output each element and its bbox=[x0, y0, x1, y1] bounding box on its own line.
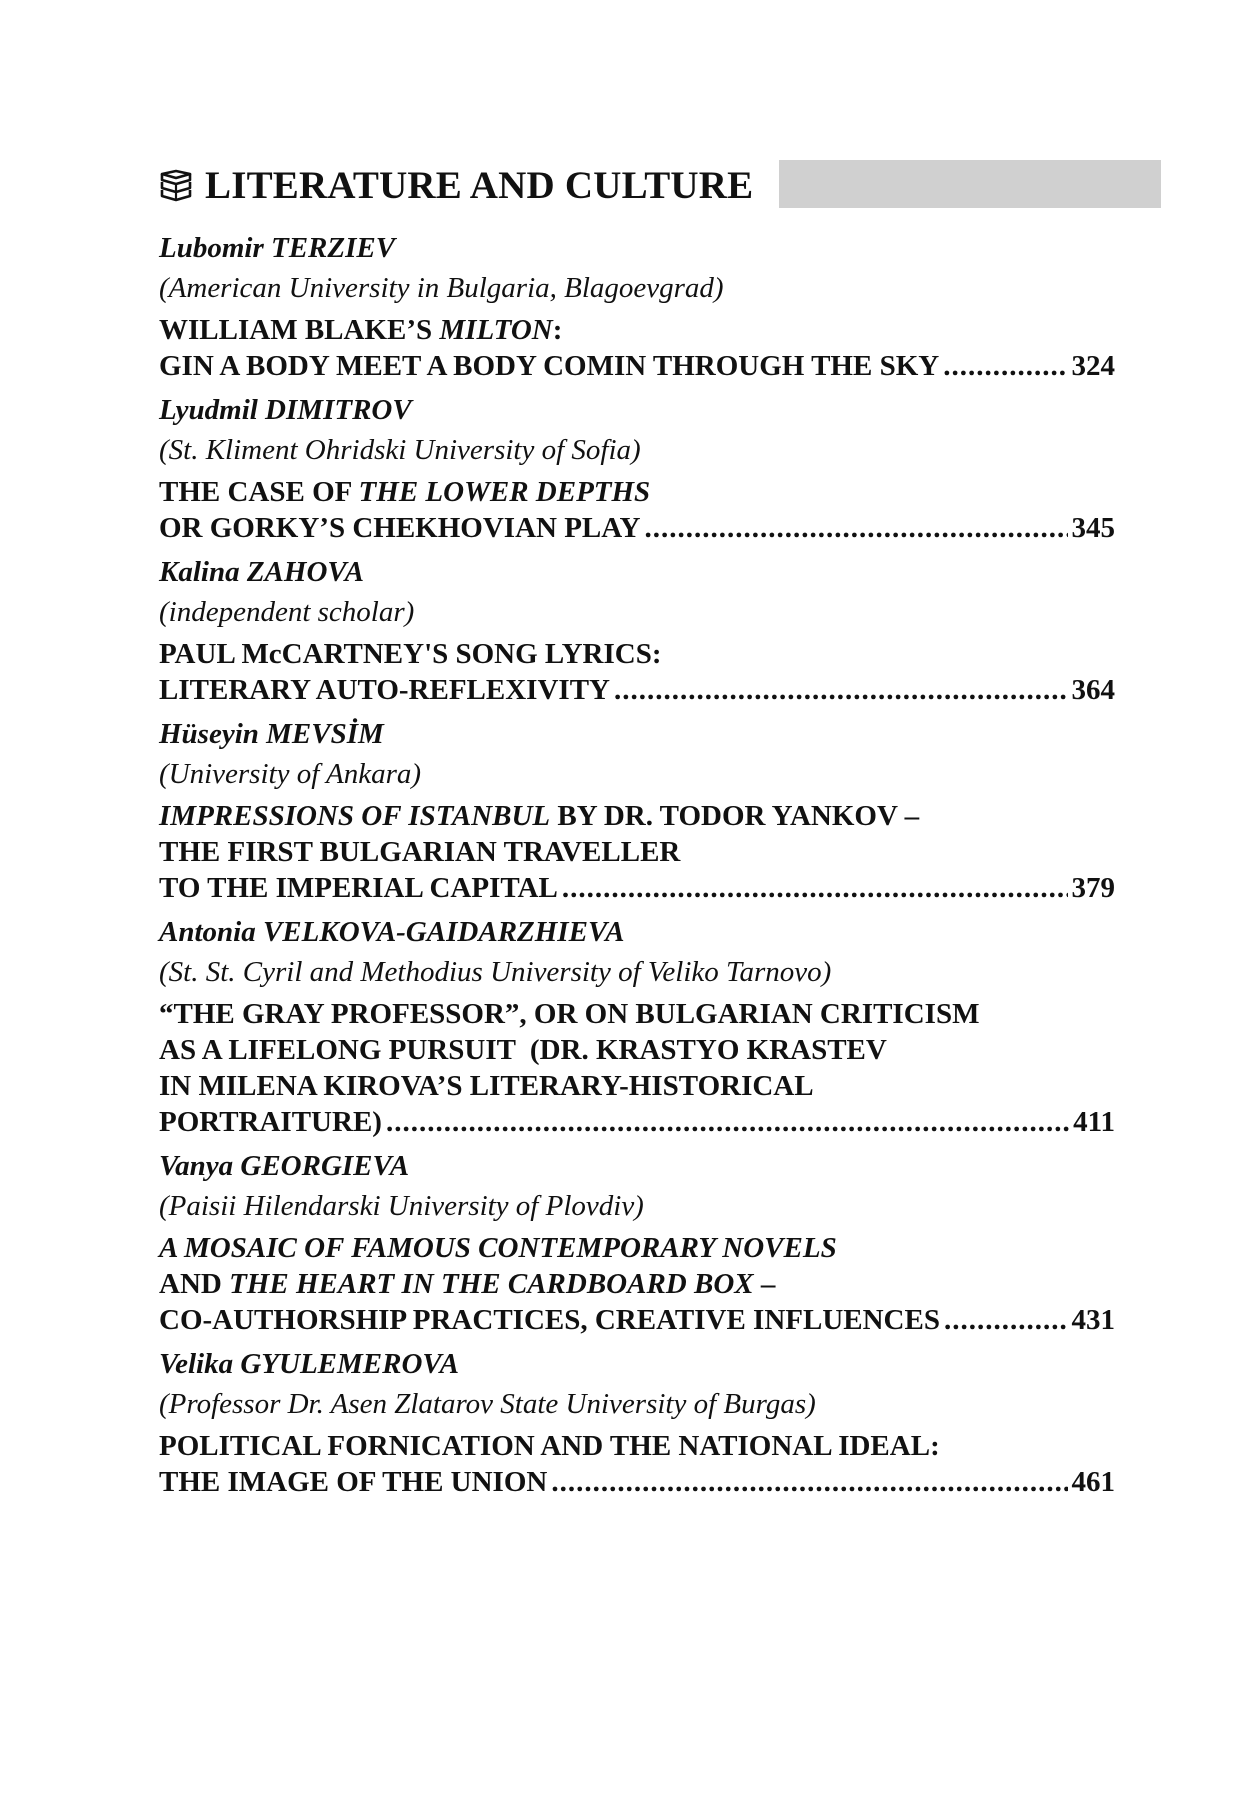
title-text: – bbox=[753, 1268, 776, 1300]
article-title-last-line bbox=[159, 510, 1115, 546]
page-number: 411 bbox=[1073, 1106, 1115, 1138]
author-name: Hüseyin MEVSİM bbox=[159, 718, 384, 750]
section-title: LITERATURE AND CULTURE bbox=[205, 163, 754, 207]
dot-leader bbox=[944, 1302, 1068, 1338]
title-text: AND bbox=[159, 1268, 230, 1300]
title-text: : bbox=[552, 314, 563, 346]
article-title-line: A MOSAIC OF FAMOUS CONTEMPORARY NOVELS bbox=[159, 1232, 837, 1264]
article-title-last-line bbox=[159, 672, 1115, 708]
article-title-last-line bbox=[159, 1104, 1115, 1140]
toc-entry bbox=[159, 1344, 1115, 1500]
article-title-line: AS A LIFELONG PURSUIT (DR. KRASTYO KRASTEV bbox=[159, 1034, 887, 1066]
section-header bbox=[159, 160, 1115, 210]
page-number: 379 bbox=[1071, 872, 1115, 904]
toc-page bbox=[159, 160, 1115, 1500]
author-affiliation: (independent scholar) bbox=[159, 596, 415, 628]
toc-entry bbox=[159, 552, 1115, 708]
article-title-line bbox=[159, 312, 1115, 348]
article-title-line bbox=[159, 1266, 1115, 1302]
dot-leader bbox=[551, 1464, 1067, 1500]
title-italic-text: THE HEART IN THE CARDBOARD BOX bbox=[229, 1268, 754, 1300]
title-italic-text: MILTON bbox=[439, 314, 553, 346]
page-number: 364 bbox=[1071, 674, 1115, 706]
author-name: Velika GYULEMEROVA bbox=[159, 1348, 459, 1380]
article-title-line: POLITICAL FORNICATION AND THE NATIONAL IDEAL: bbox=[159, 1430, 940, 1462]
author-affiliation: (St. Kliment Ohridski University of Sofia) bbox=[159, 434, 641, 466]
page-number: 345 bbox=[1071, 512, 1115, 544]
title-text: THE IMAGE OF THE UNION bbox=[159, 1466, 548, 1498]
article-title-last-line bbox=[159, 870, 1115, 906]
toc-entry bbox=[159, 912, 1115, 1140]
article-title-line bbox=[159, 798, 1115, 834]
title-text: TO THE IMPERIAL CAPITAL bbox=[159, 872, 558, 904]
header-gray-bar bbox=[779, 160, 1161, 208]
toc-entry bbox=[159, 1146, 1115, 1338]
title-text: PORTRAITURE) bbox=[159, 1106, 382, 1138]
toc-entry bbox=[159, 228, 1115, 384]
page-number: 431 bbox=[1071, 1304, 1115, 1336]
title-italic-text: THE LOWER DEPTHS bbox=[358, 476, 651, 508]
author-name: Vanya GEORGIEVA bbox=[159, 1150, 410, 1182]
dot-leader bbox=[614, 672, 1068, 708]
author-affiliation: (Professor Dr. Asen Zlatarov State University of Burgas) bbox=[159, 1388, 816, 1420]
title-text: GIN A BODY MEET A BODY COMIN THROUGH THE SKY bbox=[159, 350, 940, 382]
toc-entry bbox=[159, 390, 1115, 546]
page-number: 324 bbox=[1071, 350, 1115, 382]
author-affiliation: (University of Ankara) bbox=[159, 758, 422, 790]
article-title-line: IN MILENA KIROVA’S LITERARY-HISTORICAL bbox=[159, 1070, 814, 1102]
author-affiliation: (Paisii Hilendarski University of Plovdiv) bbox=[159, 1190, 644, 1222]
books-icon bbox=[159, 168, 193, 202]
author-name: Kalina ZAHOVA bbox=[159, 556, 364, 588]
toc-entry bbox=[159, 714, 1115, 906]
title-text: CO-AUTHORSHIP PRACTICES, CREATIVE INFLUENCES bbox=[159, 1304, 940, 1336]
article-title-line bbox=[159, 474, 1115, 510]
page-number: 461 bbox=[1071, 1466, 1115, 1498]
title-text: THE CASE OF bbox=[159, 476, 359, 508]
dot-leader bbox=[562, 870, 1068, 906]
dot-leader bbox=[943, 348, 1067, 384]
author-name: Antonia VELKOVA-GAIDARZHIEVA bbox=[159, 916, 625, 948]
author-name: Lubomir TERZIEV bbox=[159, 232, 396, 264]
title-italic-text: IMPRESSIONS OF ISTANBUL bbox=[159, 800, 551, 832]
article-title-last-line bbox=[159, 1464, 1115, 1500]
article-title-line: “THE GRAY PROFESSOR”, OR ON BULGARIAN CRITICISM bbox=[159, 998, 980, 1030]
author-affiliation: (St. St. Cyril and Methodius University of Veliko Tarnovo) bbox=[159, 956, 832, 988]
article-title-line: THE FIRST BULGARIAN TRAVELLER bbox=[159, 836, 681, 868]
article-title-last-line bbox=[159, 348, 1115, 384]
title-text: WILLIAM BLAKE’S bbox=[159, 314, 440, 346]
author-affiliation: (American University in Bulgaria, Blagoevgrad) bbox=[159, 272, 724, 304]
dot-leader bbox=[386, 1104, 1069, 1140]
title-text: LITERARY AUTO-REFLEXIVITY bbox=[159, 674, 610, 706]
article-title-line: PAUL McCARTNEY'S SONG LYRICS: bbox=[159, 638, 662, 670]
author-name: Lyudmil DIMITROV bbox=[159, 394, 412, 426]
title-text: BY DR. TODOR YANKOV – bbox=[550, 800, 920, 832]
article-title-last-line bbox=[159, 1302, 1115, 1338]
title-text: OR GORKY’S CHEKHOVIAN PLAY bbox=[159, 512, 641, 544]
dot-leader bbox=[645, 510, 1068, 546]
